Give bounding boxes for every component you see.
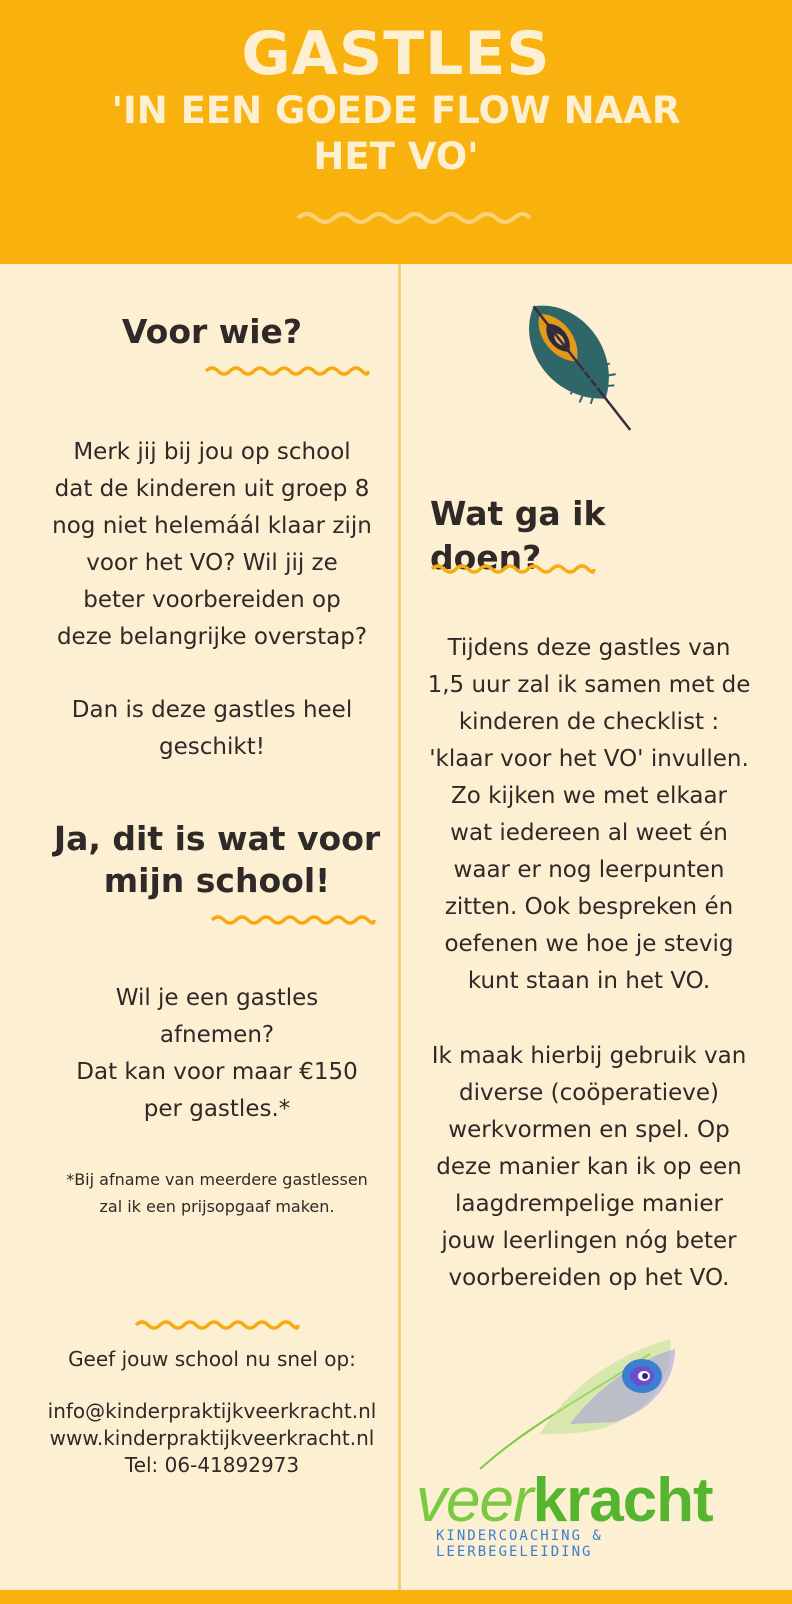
voor-wie-wave — [204, 364, 370, 378]
wat-paragraph-1: Tijdens deze gastles van 1,5 uur zal ik samen met de kinderen de checklist : 'klaar voor het VO' invullen. Zo kijken we met elkaar wat iedereen al weet én waar er nog leerpunten zitten. Ook bespreken én oefenen we hoe je stevig kunt staan in het VO. — [427, 635, 751, 994]
ja-heading: Ja, dit is wat voor mijn school! — [53, 819, 381, 900]
footer-bar — [0, 1590, 792, 1604]
geschikt-paragraph: Dan is deze gastles heel geschikt! — [71, 697, 353, 760]
column-divider — [398, 264, 401, 1590]
peacock-feather-logo-icon — [470, 1334, 690, 1474]
price-footnote: *Bij afname van meerdere gastlessen zal ik een prijsopgaaf maken. — [66, 1170, 368, 1216]
contact-details — [30, 1398, 394, 1479]
page-subtitle: 'IN EEN GOEDE FLOW NAAR HET VO' — [111, 89, 681, 178]
wat-paragraph-2: Ik maak hierbij gebruik van diverse (coöperatieve) werkvormen en spel. Op deze manier kan ik op een laagdrempelige manier jouw leerlingen nóg beter voorbereiden op het VO. — [431, 1043, 747, 1291]
contact-intro: Geef jouw school nu snel op: — [68, 1347, 356, 1371]
logo-wordmark: veerkracht — [416, 1466, 713, 1535]
feather-icon — [506, 282, 656, 452]
wat-ga-ik-doen-heading: Wat ga ik doen? — [430, 494, 606, 577]
email-link[interactable]: info@kinderpraktijkveerkracht.nl — [47, 1399, 377, 1423]
phone-number: Tel: 06-41892973 — [124, 1453, 300, 1477]
ja-wave — [210, 913, 376, 927]
voor-wie-paragraph: Merk jij bij jou op school dat de kinderen uit groep 8 nog niet helemáál klaar zijn voor het VO? Wil jij ze beter voorbereiden op deze belangrijke overstap? — [52, 439, 372, 650]
wat-wave — [430, 562, 596, 576]
website-link[interactable]: www.kinderpraktijkveerkracht.nl — [49, 1426, 375, 1450]
contact-wave — [134, 1318, 300, 1332]
header-wave-decoration — [296, 210, 532, 226]
price-paragraph: Wil je een gastles afnemen? Dat kan voor maar €150 per gastles.* — [76, 985, 358, 1122]
logo-tagline: KINDERCOACHING & LEERBEGELEIDING — [436, 1528, 603, 1560]
header-banner — [0, 0, 792, 264]
voor-wie-heading: Voor wie? — [121, 312, 303, 351]
page-title: GASTLES — [241, 19, 551, 89]
